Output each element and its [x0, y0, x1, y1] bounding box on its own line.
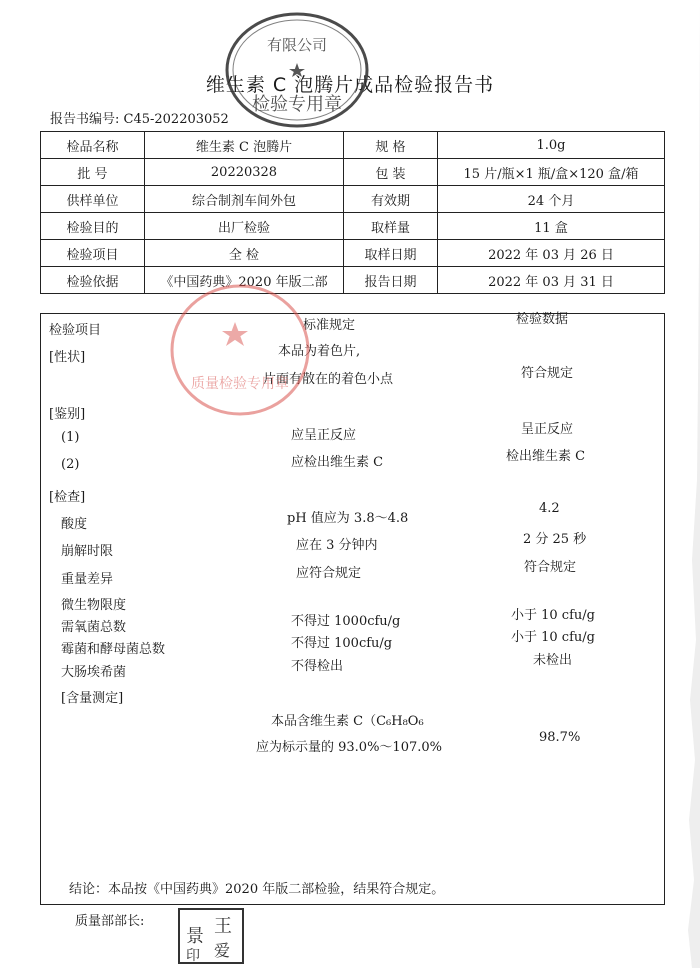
cell-label: 有效期: [344, 186, 438, 213]
cell-value: 2022 年 03 月 26 日: [438, 240, 665, 267]
section-jiancha: [检查]: [49, 490, 86, 505]
std-text: 本品为着色片,: [278, 344, 361, 359]
table-row: [41, 186, 665, 213]
company-seal-stamp: [222, 8, 372, 136]
data-value: 小于 10 cfu/g: [511, 630, 595, 645]
item-label: 微生物限度: [61, 598, 127, 613]
section-jianbie: [鉴别]: [49, 407, 86, 422]
data-value: 呈正反应: [521, 422, 574, 437]
cell-label: 批 号: [41, 159, 145, 186]
header-standard: 标准规定: [303, 318, 356, 333]
data-value: 检出维生素 C: [506, 449, 586, 464]
std-text: 应检出维生素 C: [291, 455, 384, 470]
std-text: 应为标示量的 93.0%～107.0%: [256, 740, 442, 755]
cell-label: 取样量: [344, 213, 438, 240]
data-value: 小于 10 cfu/g: [511, 608, 595, 623]
seal-text-top: 有限公司: [266, 36, 328, 54]
std-text: 应在 3 分钟内: [296, 538, 378, 553]
std-text: 不得检出: [291, 659, 344, 674]
std-text: 片面有散在的着色小点: [263, 372, 394, 387]
cell-value: 全 检: [145, 240, 344, 267]
cell-value: 《中国药典》2020 年版二部: [145, 267, 344, 294]
signature-stamp: [178, 908, 244, 964]
torn-edge: [670, 0, 700, 968]
red-seal-text: 质量检验专用章: [191, 376, 289, 392]
section-xingzhuang: [性状]: [49, 350, 86, 365]
header-data: 检验数据: [516, 312, 569, 327]
cell-value: 20220328: [145, 159, 344, 186]
std-text: pH 值应为 3.8～4.8: [287, 511, 409, 526]
cell-label: 报告日期: [344, 267, 438, 294]
qa-manager-label: 质量部部长:: [75, 914, 145, 929]
cell-label: 检验项目: [41, 240, 145, 267]
sig-char: 印: [186, 948, 200, 962]
std-text: 应呈正反应: [291, 428, 357, 443]
table-row: [41, 267, 665, 294]
conclusion: 结论：本品按《中国药典》2020 年版二部检验，结果符合规定。: [69, 882, 445, 897]
data-value: 符合规定: [521, 366, 574, 381]
data-value: 符合规定: [524, 560, 577, 575]
cell-label: 检品名称: [41, 132, 145, 159]
sig-char: 景: [186, 926, 204, 947]
item-label: (1): [61, 430, 80, 445]
report-number: 报告书编号: C45-202203052: [50, 112, 229, 127]
data-value: 4.2: [539, 501, 560, 516]
cell-label: 检验依据: [41, 267, 145, 294]
data-value: 未检出: [533, 653, 573, 668]
results-section: [40, 313, 665, 905]
document-title: 维生素 C 泡腾片成品检验报告书: [205, 74, 495, 96]
std-text: 不得过 100cfu/g: [291, 636, 393, 651]
cell-value: 1.0g: [438, 132, 665, 159]
table-row: [41, 240, 665, 267]
table-row: [41, 213, 665, 240]
cell-label: 包 装: [344, 159, 438, 186]
cell-value: 15 片/瓶×1 瓶/盒×120 盒/箱: [438, 159, 665, 186]
item-label: 重量差异: [61, 572, 114, 587]
cell-value: 11 盒: [438, 213, 665, 240]
cell-value: 综合制剂车间外包: [145, 186, 344, 213]
info-table: [40, 131, 665, 294]
sig-char: 爱: [214, 941, 231, 960]
data-value: 2 分 25 秒: [523, 532, 587, 547]
cell-label: 检验目的: [41, 213, 145, 240]
item-label: 需氧菌总数: [61, 620, 127, 635]
seal-text-bottom: 检验专用章: [252, 94, 342, 115]
std-text: 本品含维生素 C（C₆H₈O₆: [271, 714, 424, 729]
cell-value: 24 个月: [438, 186, 665, 213]
table-row: [41, 159, 665, 186]
cell-value: 维生素 C 泡腾片: [145, 132, 344, 159]
std-text: 不得过 1000cfu/g: [291, 614, 401, 629]
cell-value: 2022 年 03 月 31 日: [438, 267, 665, 294]
item-label: 酸度: [61, 517, 88, 532]
item-label: 大肠埃希菌: [61, 665, 127, 680]
section-hanliang: [含量测定]: [61, 691, 124, 706]
item-label: 霉菌和酵母菌总数: [61, 642, 166, 657]
data-value: 98.7%: [539, 730, 581, 745]
cell-value: 出厂检验: [145, 213, 344, 240]
item-label: 崩解时限: [61, 544, 114, 559]
item-label: (2): [61, 457, 80, 472]
cell-label: 规 格: [344, 132, 438, 159]
sig-char: 王: [214, 916, 232, 937]
std-text: 应符合规定: [296, 566, 362, 581]
cell-label: 取样日期: [344, 240, 438, 267]
quality-seal-stamp: [165, 280, 315, 420]
cell-label: 供样单位: [41, 186, 145, 213]
header-item: 检验项目: [49, 323, 102, 338]
